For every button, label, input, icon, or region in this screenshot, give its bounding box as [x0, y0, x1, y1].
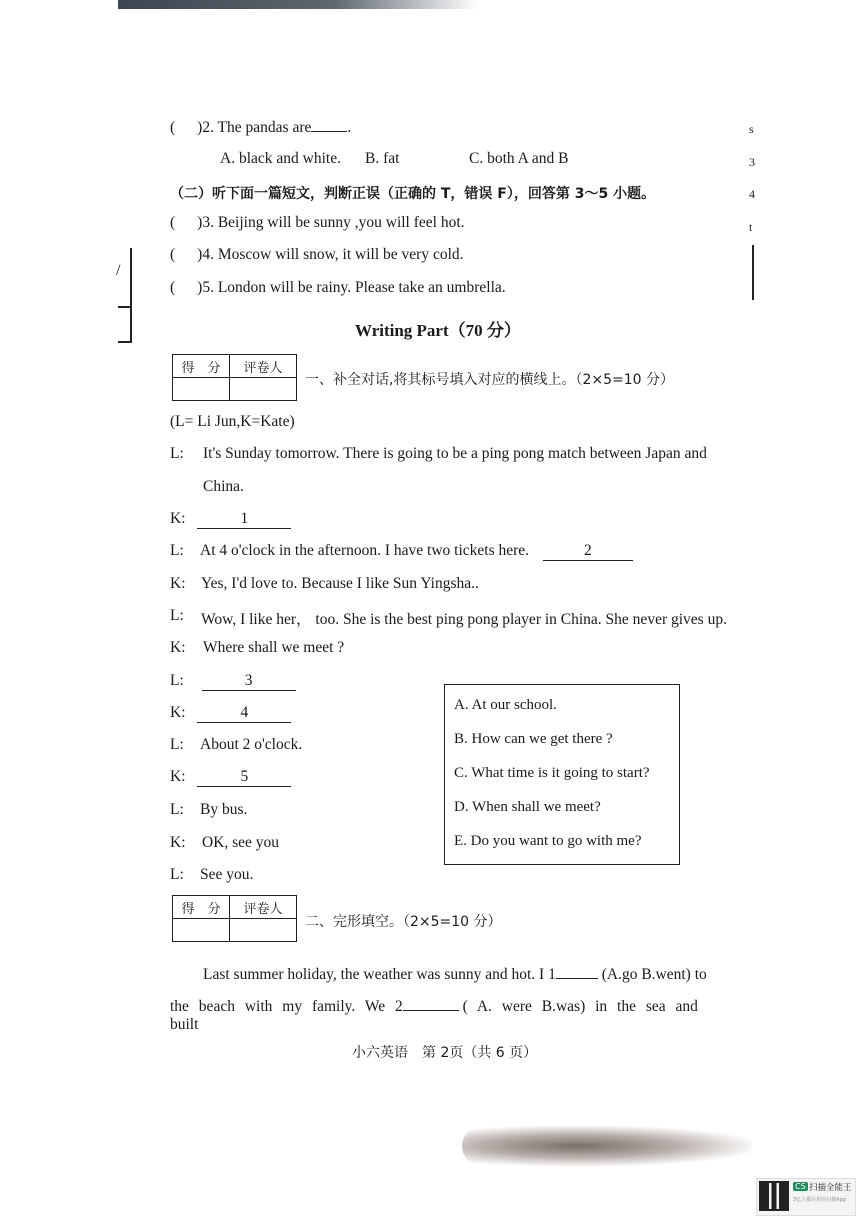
dialogue-text: OK, see you: [202, 834, 280, 851]
option-a: A. At our school.: [454, 697, 557, 713]
option-a: A. black and white.: [220, 150, 341, 167]
dialogue-text: Yes, I'd love to. Because I like Sun Yingsha..: [201, 575, 479, 592]
grader-cell[interactable]: [230, 378, 297, 401]
score-cell[interactable]: [173, 919, 230, 942]
options-box: [444, 684, 680, 865]
grader-cell[interactable]: [230, 919, 297, 942]
binding-tick: [118, 306, 132, 308]
scanner-title: 扫描全能王: [809, 1183, 852, 1193]
score-table: [172, 895, 297, 942]
dialogue-text: It's Sunday tomorrow. There is going to be a ping pong match between Japan and: [203, 445, 707, 462]
dialogue-line: K:: [170, 575, 186, 592]
dialogue-line: K:: [170, 834, 186, 851]
dialogue-line: L:: [170, 866, 184, 883]
dialogue-line: L:: [170, 445, 184, 462]
dialogue-text: At 4 o'clock in the afternoon. I have two tickets here. 2: [200, 542, 633, 561]
dialogue-line: L:: [170, 542, 184, 559]
dialogue-text: Where shall we meet ?: [203, 639, 345, 656]
option-e: E. Do you want to go with me?: [454, 833, 642, 849]
margin-char: t: [749, 220, 753, 234]
cloze-blank-2[interactable]: [403, 1010, 459, 1011]
score-header: 得 分: [173, 896, 230, 919]
dialogue-text: China.: [203, 478, 244, 495]
grader-header: 评卷人: [230, 355, 297, 378]
section-heading: （二）听下面一篇短文，判断正误（正确的 T，错误 F），回答第 3～5 小题。: [170, 186, 656, 202]
dialogue-line: K:: [170, 639, 186, 656]
grader-header: 评卷人: [230, 896, 297, 919]
score-cell[interactable]: [173, 378, 230, 401]
question-4: ( )4. Moscow will snow, it will be very cold.: [170, 246, 464, 263]
dialogue-line: K: 4: [170, 704, 291, 723]
dialogue-line: L:: [170, 736, 184, 753]
part-title: Writing Part（70 分）: [355, 321, 521, 340]
dialogue-text: Wow, I like her， too. She is the best ping pong player in China. She never gives up.: [201, 611, 727, 628]
speaker-legend: (L= Li Jun,K=Kate): [170, 413, 295, 430]
answer-blank-4[interactable]: 4: [197, 704, 291, 723]
cloze-line: the beach with my family. We 2 ( A. were B.was) in the sea and built: [170, 998, 698, 1033]
answer-blank-5[interactable]: 5: [197, 768, 291, 787]
margin-char: s: [749, 122, 754, 136]
option-b: B. How can we get there ?: [454, 731, 613, 747]
question-5: ( )5. London will be rainy. Please take an umbrella.: [170, 279, 506, 296]
margin-char: 4: [749, 187, 755, 201]
answer-blank-2[interactable]: 2: [543, 542, 633, 561]
dialogue-text: About 2 o'clock.: [200, 736, 303, 753]
task-heading: 二、完形填空。（2×5=10 分）: [305, 914, 502, 930]
dialogue-line: K: 1: [170, 510, 291, 529]
dialogue-line: K: 5: [170, 768, 291, 787]
dialogue-text: By bus.: [200, 801, 248, 818]
option-c: C. both A and B: [469, 150, 569, 167]
scan-smudge: [462, 1126, 752, 1166]
answer-blank-3[interactable]: 3: [202, 672, 296, 691]
binding-mark: /: [116, 262, 121, 279]
margin-char: 3: [749, 155, 755, 169]
answer-blank[interactable]: [311, 131, 347, 132]
scan-edge-shadow: [118, 0, 478, 9]
cloze-blank-1[interactable]: [556, 978, 598, 979]
scanner-subtitle: 3亿人都在用的扫描App: [793, 1197, 846, 1203]
dialogue-line: L:: [170, 801, 184, 818]
dialogue-text: See you.: [200, 866, 254, 883]
binding-line: [752, 245, 754, 300]
scanner-logo: CS: [795, 1182, 806, 1191]
score-table: [172, 354, 297, 401]
binding-tick: [118, 341, 132, 343]
qr-code-icon: [761, 1183, 787, 1209]
question-2: ( )2. The pandas are .: [170, 119, 352, 136]
question-3: ( )3. Beijing will be sunny ,you will feel hot.: [170, 214, 465, 231]
dialogue-line: L: 3: [170, 672, 296, 691]
option-d: D. When shall we meet?: [454, 799, 601, 815]
dialogue-line: L:: [170, 607, 184, 624]
option-c: C. What time is it going to start?: [454, 765, 650, 781]
page-footer: 小六英语 第 2页（共 6 页）: [352, 1045, 538, 1061]
task-heading: 一、补全对话,将其标号填入对应的横线上。（2×5=10 分）: [305, 372, 674, 388]
answer-blank-1[interactable]: 1: [197, 510, 291, 529]
scanner-watermark: [756, 1178, 856, 1216]
option-b: B. fat: [365, 150, 400, 167]
cloze-line: Last summer holiday, the weather was sunny and hot. I 1 (A.go B.went) to: [203, 966, 707, 983]
score-header: 得 分: [173, 355, 230, 378]
binding-line: [130, 248, 132, 343]
